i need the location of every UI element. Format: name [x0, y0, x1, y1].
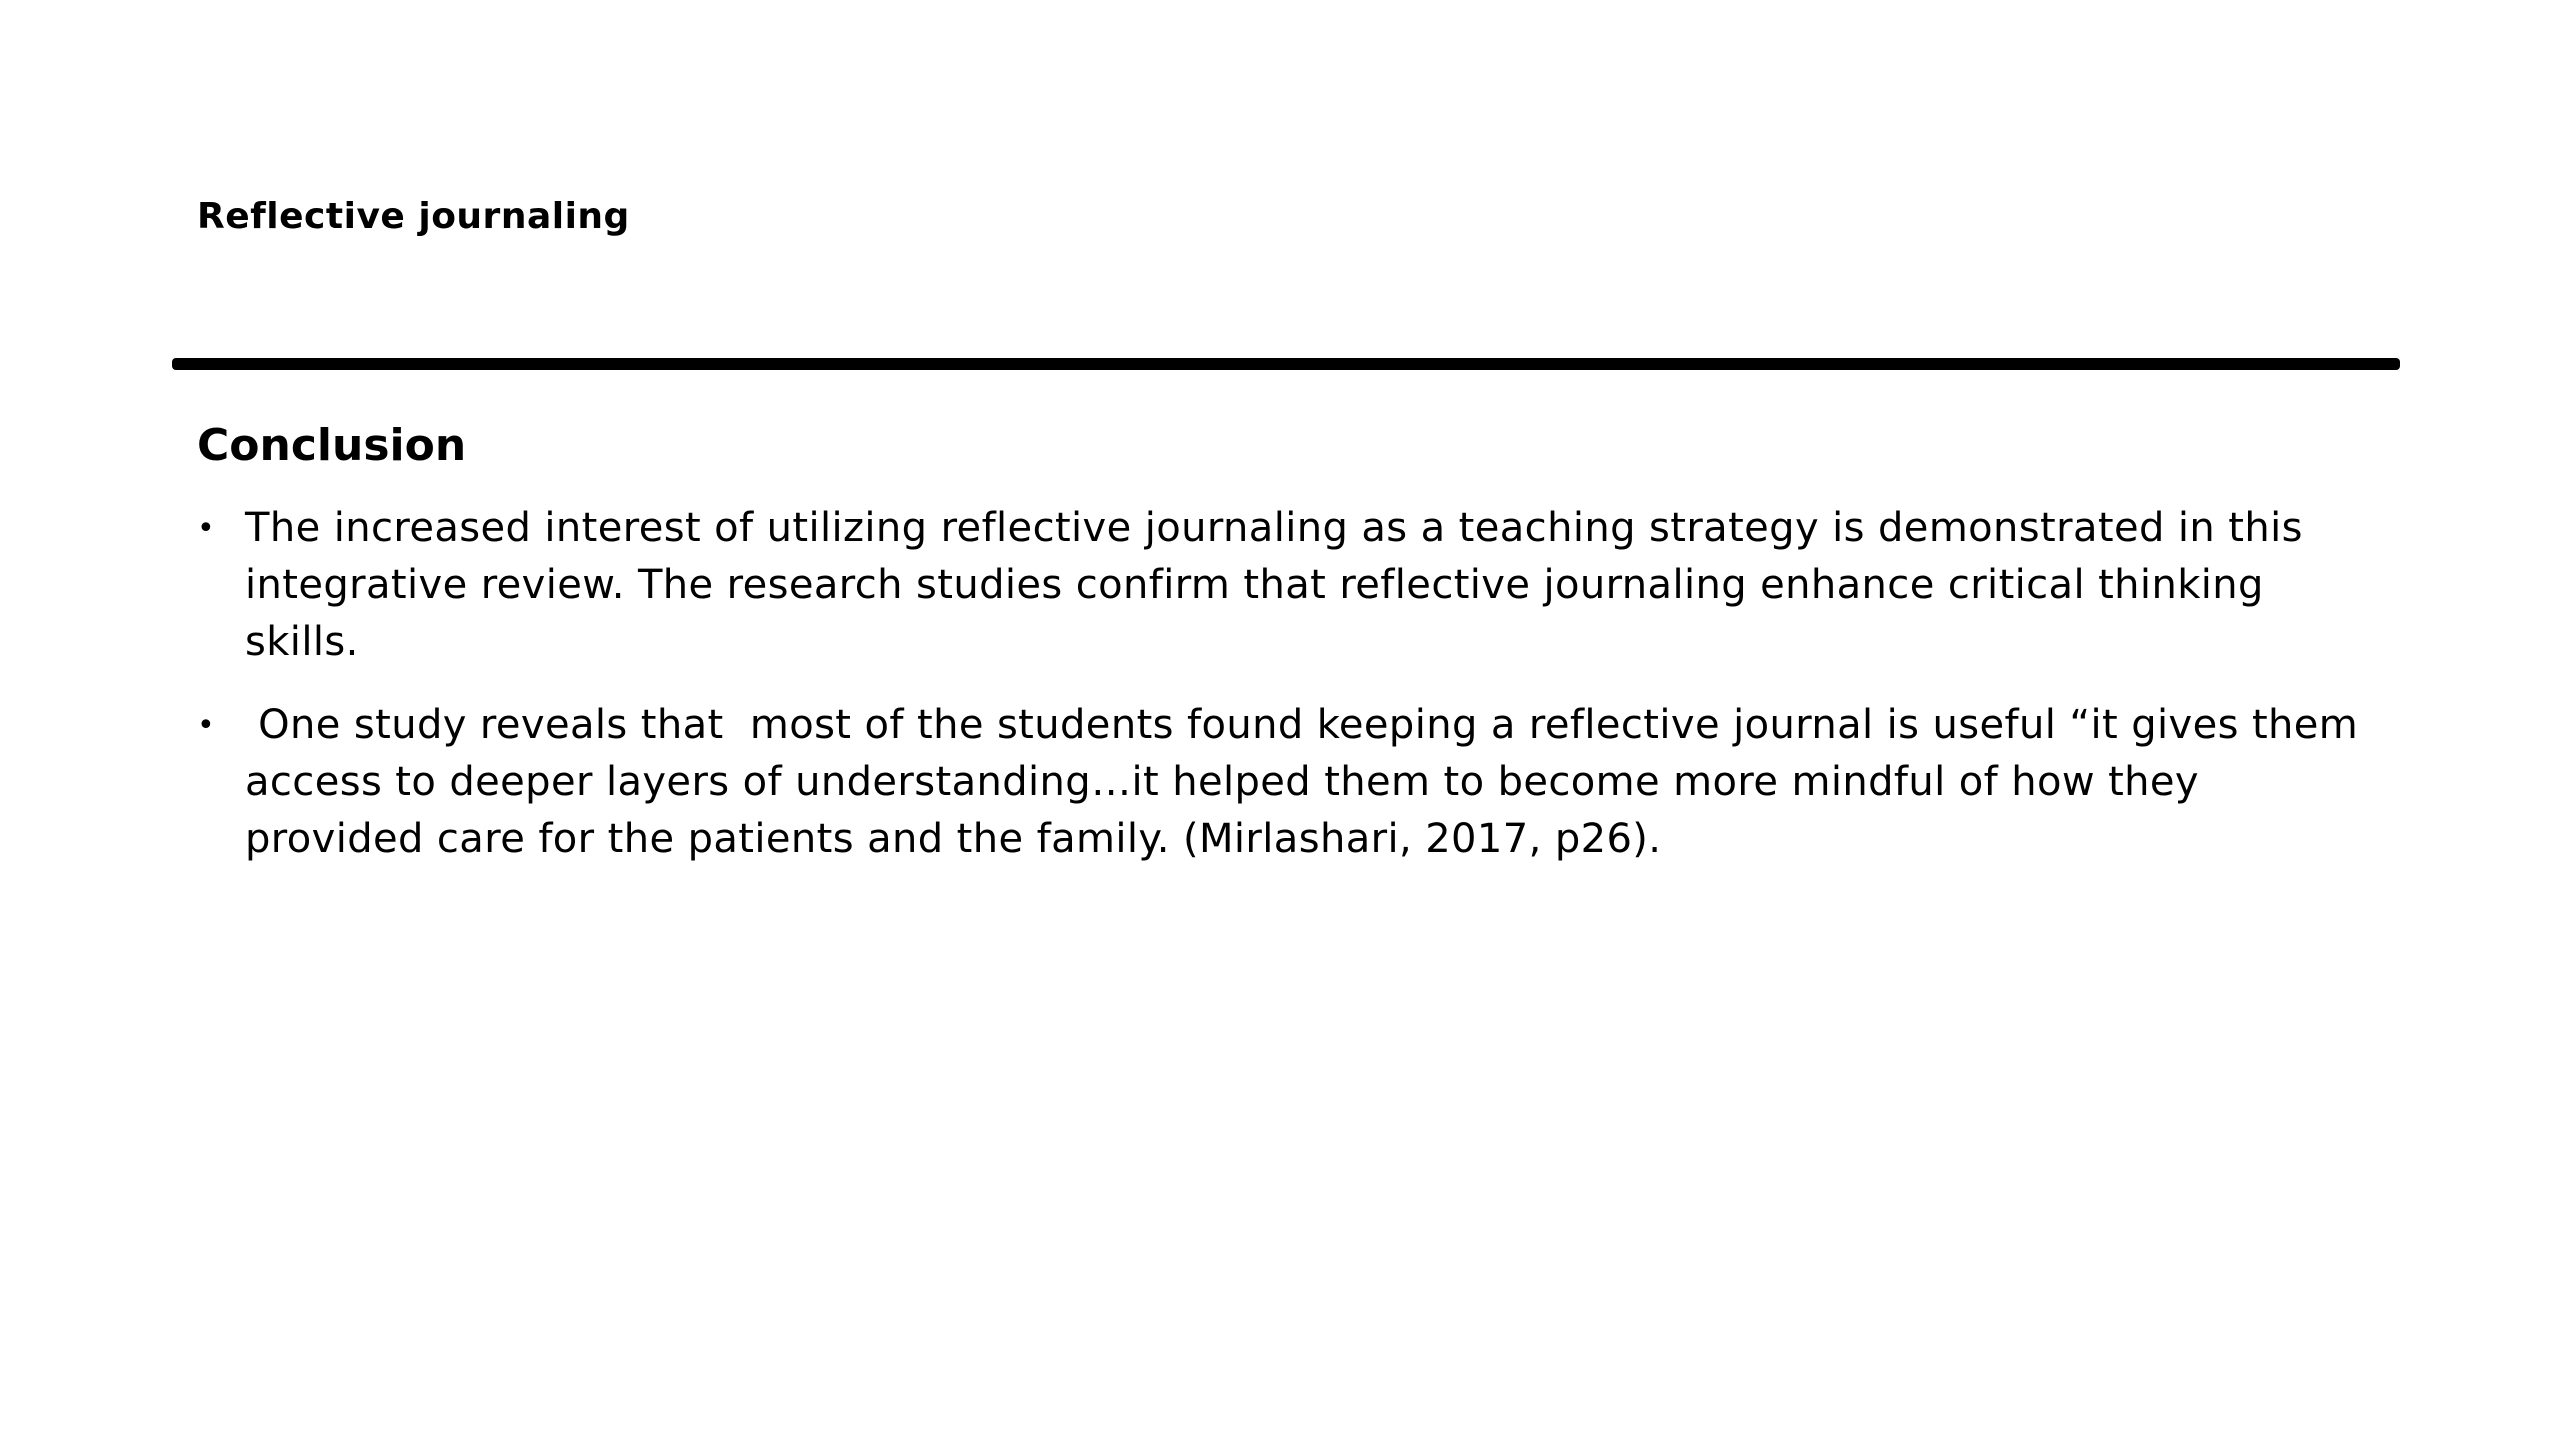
- bullet-item-2: [197, 697, 2377, 868]
- bullet-text-1: The increased interest of utilizing reflective journaling as a teaching strategy is demonstrated in this integrative review. The research studies confirm that reflective journaling enhance critical thinking skills.: [245, 505, 2303, 665]
- header-divider: [172, 358, 2400, 370]
- bullet-list: [197, 500, 2377, 894]
- bullet-text-2: One study reveals that most of the students found keeping a reflective journal is useful “it gives them access to deeper layers of understanding…it helped them to become more mindful of how they provided care for the patients and the family. (Mirlashari, 2017, p26).: [245, 702, 2372, 862]
- section-heading: Conclusion: [197, 420, 467, 471]
- slide-header-title: Reflective journaling: [197, 196, 630, 237]
- bullet-dot-icon: •: [197, 511, 216, 546]
- bullet-dot-icon: •: [197, 708, 216, 743]
- bullet-item-1: [197, 500, 2377, 671]
